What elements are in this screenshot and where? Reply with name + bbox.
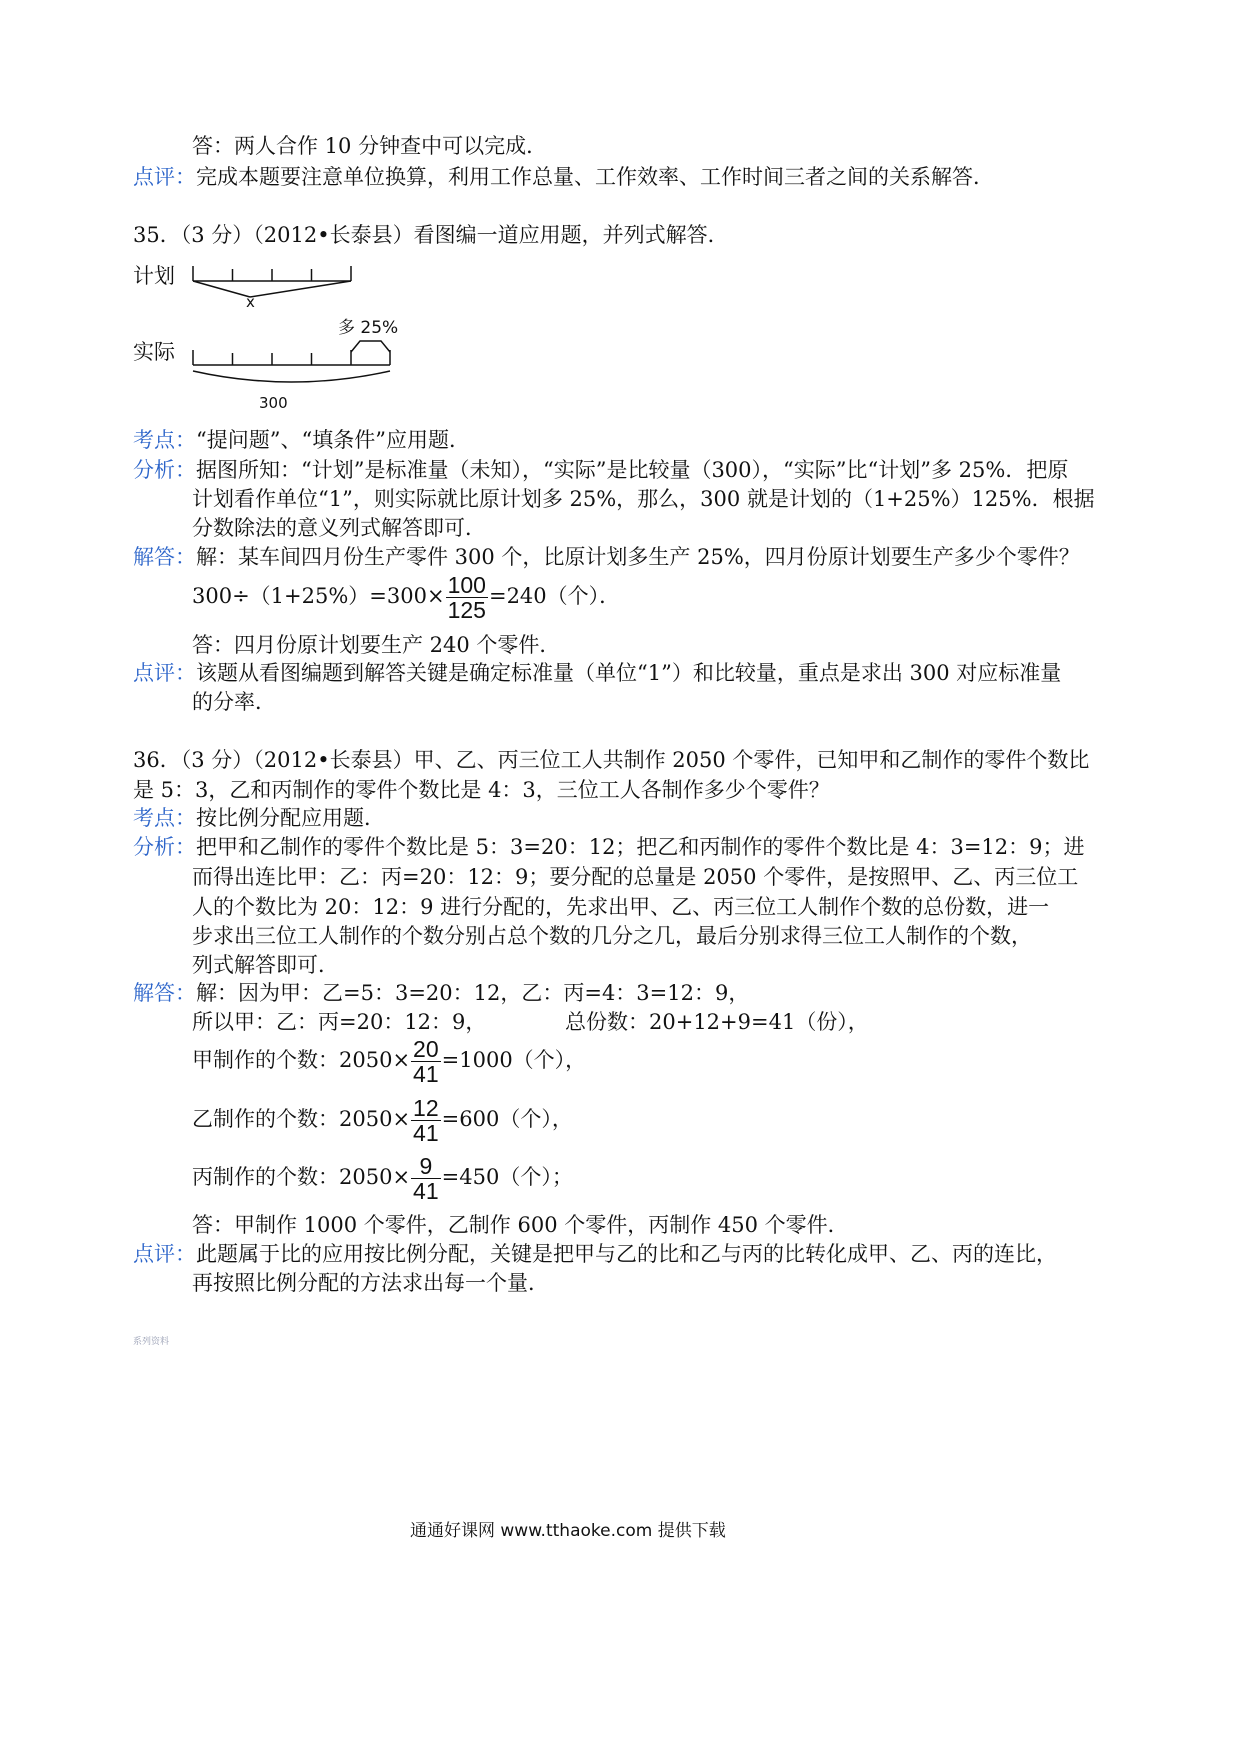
- analysis-text: 据图所知：“计划”是标准量（未知），“实际”是比较量（300），“实际”比“计划”多 25%．把原: [196, 458, 1069, 482]
- solution-label: 解答：: [133, 981, 196, 1005]
- q36-jia-equation: [192, 1034, 586, 1086]
- fraction-denominator: 41: [413, 1061, 439, 1087]
- q35-equation: [192, 570, 620, 622]
- plan-bar: [193, 266, 351, 297]
- watermark: 系列资料: [133, 1336, 170, 1346]
- q35-analysis-1: [133, 455, 1068, 485]
- review-text: 该题从看图编题到解答关键是确定标准量（单位“1”）和比较量，重点是求出 300 对应标准量: [196, 661, 1062, 685]
- fraction: [411, 1154, 441, 1203]
- actual-label: 实际: [133, 340, 175, 364]
- q36-solution-1: [133, 978, 749, 1008]
- q36-solution-2a: 所以甲：乙：丙=20：12：9，: [192, 1010, 487, 1034]
- analysis-label: 分析：: [133, 835, 196, 859]
- equation-post: =600（个），: [441, 1107, 573, 1131]
- actual-bar: [193, 341, 390, 382]
- q36-solution-2b: 总份数：20+12+9=41（份），: [565, 1010, 869, 1034]
- fraction-denominator: 41: [413, 1120, 439, 1146]
- fraction: [446, 573, 488, 622]
- review-text: 此题属于比的应用按比例分配，关键是把甲与乙的比和乙与丙的比转化成甲、乙、丙的连比，: [196, 1242, 1057, 1266]
- solution-text: 解：某车间四月份生产零件 300 个，比原计划多生产 25%，四月份原计划要生产多少个零件？: [196, 545, 1080, 569]
- equation-post: =240（个）．: [488, 584, 621, 608]
- q35-review-2: 的分率．: [192, 690, 276, 714]
- review-text: 完成本题要注意单位换算，利用工作总量、工作效率、工作时间三者之间的关系解答．: [196, 165, 994, 189]
- review-label: 点评：: [133, 661, 196, 685]
- q36-analysis-4: 步求出三位工人制作的个数分别占总个数的几分之几，最后分别求得三位工人制作的个数，: [192, 924, 1032, 948]
- q35-answer: 答：四月份原计划要生产 240 个零件．: [192, 633, 561, 657]
- fraction-numerator: 9: [411, 1154, 441, 1179]
- p34-answer: 答：两人合作 10 分钟查中可以完成．: [192, 134, 548, 158]
- p34-review: [133, 162, 994, 192]
- page-footer: 通通好课网 www.tthaoke.com 提供下载: [410, 1521, 726, 1541]
- q36-answer: 答：甲制作 1000 个零件，乙制作 600 个零件，丙制作 450 个零件．: [192, 1213, 849, 1237]
- q35-review-1: [133, 658, 1061, 688]
- fraction-denominator: 41: [413, 1178, 439, 1204]
- q36-analysis-2: 而得出连比甲：乙：丙=20：12：9；要分配的总量是 2050 个零件，是按照甲、乙、丙三位工: [192, 865, 1079, 889]
- q35-analysis-3: 分数除法的意义列式解答即可．: [192, 516, 486, 540]
- fraction-numerator: 100: [447, 572, 486, 598]
- q36-bing-equation: [192, 1151, 573, 1203]
- q36-yi-equation: [192, 1093, 573, 1145]
- equation-post: =1000（个），: [441, 1048, 587, 1072]
- q36-title-2: 是 5：3，乙和丙制作的零件个数比是 4：3，三位工人各制作多少个零件？: [133, 778, 830, 802]
- q35-analysis-2: 计划看作单位“1”，则实际就比原计划多 25%，那么，300 就是计划的（1+25%）125%．根据: [192, 487, 1095, 511]
- q36-analysis-1: [133, 832, 1085, 862]
- equation-post: =450（个）；: [441, 1165, 573, 1189]
- point-label: 考点：: [133, 806, 196, 830]
- point-text: 按比例分配应用题．: [196, 806, 385, 830]
- q35-title: 35．（3 分）（2012•长泰县）看图编一道应用题，并列式解答．: [133, 223, 729, 247]
- q36-analysis-3: 人的个数比为 20：12：9 进行分配的，先求出甲、乙、丙三位工人制作个数的总份数，进一: [192, 895, 1050, 919]
- q36-title-1: 36．（3 分）（2012•长泰县）甲、乙、丙三位工人共制作 2050 个零件，已知甲和乙制作的零件个数比: [133, 748, 1090, 772]
- fraction-denominator: 125: [447, 597, 486, 623]
- review-label: 点评：: [133, 1242, 196, 1266]
- plan-label: 计划: [133, 264, 175, 288]
- review-label: 点评：: [133, 165, 196, 189]
- q36-review-1: [133, 1239, 1057, 1269]
- q36-point: [133, 803, 385, 833]
- extra-label: 多 25%: [338, 318, 399, 338]
- equation-pre: 甲制作的个数：2050×: [192, 1048, 411, 1072]
- solution-label: 解答：: [133, 545, 196, 569]
- q35-solution: [133, 542, 1080, 572]
- analysis-text: 把甲和乙制作的零件个数比是 5：3=20：12；把乙和丙制作的零件个数比是 4：3=12：9；进: [196, 835, 1085, 859]
- fraction: [411, 1037, 441, 1086]
- fraction: [411, 1096, 441, 1145]
- equation-pre: 丙制作的个数：2050×: [192, 1165, 411, 1189]
- q36-review-2: 再按照比例分配的方法求出每一个量．: [192, 1271, 549, 1295]
- q36-analysis-5: 列式解答即可．: [192, 953, 339, 977]
- fraction-numerator: 20: [413, 1036, 439, 1062]
- q35-point: [133, 425, 470, 455]
- analysis-label: 分析：: [133, 458, 196, 482]
- equation-pre: 乙制作的个数：2050×: [192, 1107, 411, 1131]
- solution-text: 解：因为甲：乙=5：3=20：12，乙：丙=4：3=12：9，: [196, 981, 750, 1005]
- bar-diagram: [125, 255, 415, 420]
- point-label: 考点：: [133, 428, 196, 452]
- point-text: “提问题”、“填条件”应用题．: [196, 428, 470, 452]
- fraction-numerator: 12: [413, 1095, 439, 1121]
- actual-total: 300: [259, 394, 288, 412]
- equation-pre: 300÷（1+25%）=300×: [192, 584, 445, 608]
- plan-variable: x: [246, 293, 255, 311]
